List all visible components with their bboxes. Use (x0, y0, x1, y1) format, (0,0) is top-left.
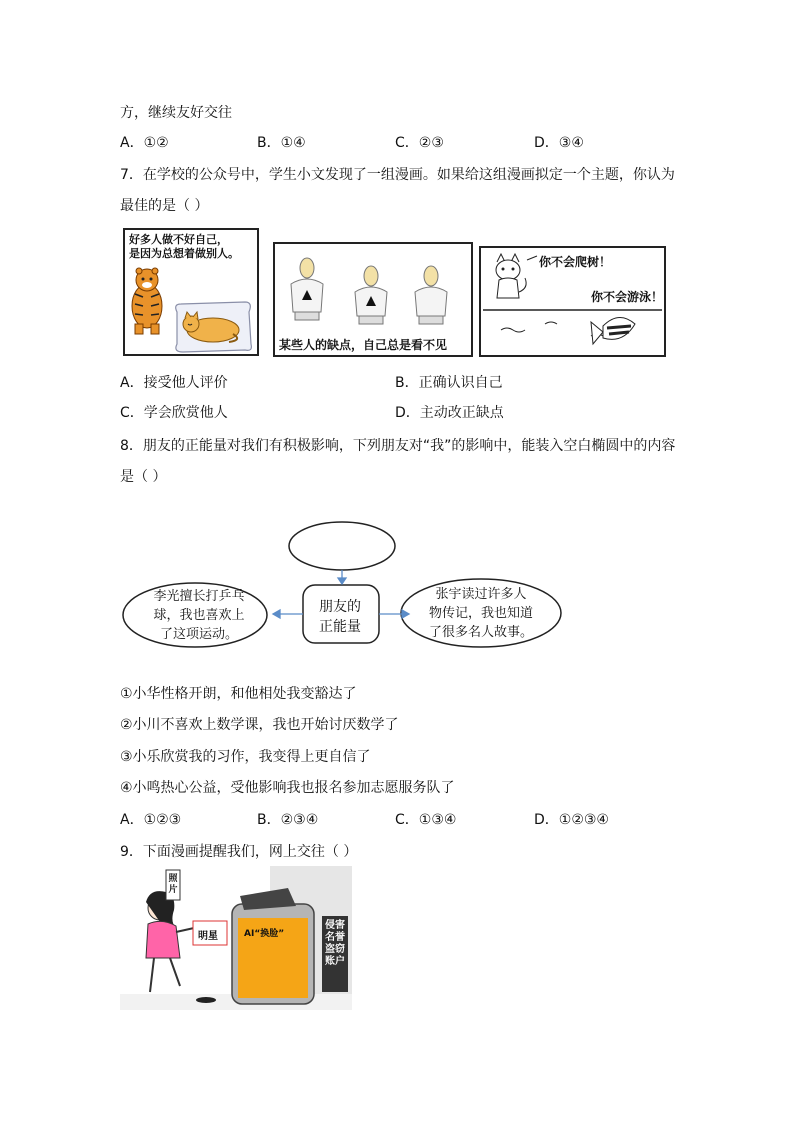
q6-option-c[interactable]: C．②③ (395, 135, 444, 151)
left-line2: 球，我也喜欢上 (153, 608, 245, 623)
tiger-icon (132, 268, 162, 334)
q6-option-a[interactable]: A．①② (120, 135, 169, 151)
q8-item-1: ①小华性格开朗，和他相处我变豁达了 (120, 686, 357, 702)
left-line1: 李光擅长打乒乓 (153, 589, 245, 604)
q8-item-3: ③小乐欣赏我的习作，我变得上更自信了 (120, 749, 371, 765)
carryover-text: 方，继续友好交往 (120, 105, 232, 121)
q8-option-b[interactable]: B．②③④ (257, 812, 319, 828)
phone-label: AI“换脸” (244, 929, 285, 939)
q9-comic (120, 866, 352, 1010)
person-icon (415, 266, 447, 324)
q7-stem-line1: 7．在学校的公众号中，学生小文发现了一组漫画。如果给这组漫画拟定一个主题，你认为 (120, 167, 675, 183)
q6-option-b[interactable]: B．①④ (257, 135, 306, 151)
cat-on-pillow-icon (176, 302, 252, 352)
q7-option-d[interactable]: D．主动改正缺点 (395, 405, 504, 421)
side-label: 侵害名誉盗窃账户 (325, 920, 345, 967)
q7-option-c[interactable]: C．学会欣赏他人 (120, 405, 228, 421)
panel3-bubble2: 你不会游泳！ (591, 290, 664, 304)
center-line1: 朋友的 (319, 599, 361, 615)
panel3-bubble1: 你不会爬树！ (539, 255, 612, 269)
star-label: 明星 (198, 931, 218, 942)
q8-item-4: ④小鸣热心公益，受他影响我也报名参加志愿服务队了 (120, 780, 455, 796)
q8-stem-line2: 是（ ） (120, 469, 167, 485)
q8-item-2: ②小川不喜欢上数学课，我也开始讨厌数学了 (120, 717, 399, 733)
comic-panel-tiger-cat (123, 228, 259, 356)
q9-stem: 9．下面漫画提醒我们，网上交往（ ） (120, 844, 358, 860)
q8-stem-line1: 8．朋友的正能量对我们有积极影响，下列朋友对“我”的影响中，能装入空白椭圆中的内容 (120, 438, 676, 454)
comic-panel-cat-fish (479, 246, 666, 357)
cat-icon (496, 254, 526, 298)
right-ellipse-text (418, 585, 544, 642)
q8-option-d[interactable]: D．①②③④ (534, 812, 609, 828)
right-line2: 物传记，我也知道 (428, 606, 533, 621)
person-icon (291, 258, 323, 320)
panel1-text-line2: 是因为总想着做别人。 (129, 247, 239, 260)
panel1-text-line1: 好多人做不好自己， (129, 233, 228, 246)
center-text (302, 597, 378, 637)
q8-option-c[interactable]: C．①③④ (395, 812, 457, 828)
q9-comic-illustration (120, 866, 352, 1010)
q8-option-a[interactable]: A．①②③ (120, 812, 182, 828)
blank-ellipse[interactable] (289, 522, 395, 570)
girl-icon (146, 891, 194, 992)
right-line1: 张宇读过许多人 (435, 587, 527, 602)
photo-label: 照片 (168, 874, 178, 895)
phone-icon (232, 888, 314, 1004)
q7-option-a[interactable]: A．接受他人评价 (120, 375, 228, 391)
left-line3: 了这项运动。 (159, 627, 238, 642)
center-line2: 正能量 (319, 619, 361, 635)
q6-option-d[interactable]: D．③④ (534, 135, 584, 151)
tiger-cat-illustration (125, 264, 257, 354)
three-people-illustration (279, 250, 469, 326)
comic-panel-shortcomings (273, 242, 473, 357)
fish-icon (591, 317, 635, 344)
right-line3: 了很多名人故事。 (428, 625, 533, 640)
panel2-caption: 某些人的缺点，自己总是看不见 (279, 338, 448, 352)
q7-option-b[interactable]: B．正确认识自己 (395, 375, 503, 391)
person-icon (355, 266, 387, 324)
left-ellipse-text (135, 587, 263, 644)
q7-stem-line2: 最佳的是（ ） (120, 198, 209, 214)
